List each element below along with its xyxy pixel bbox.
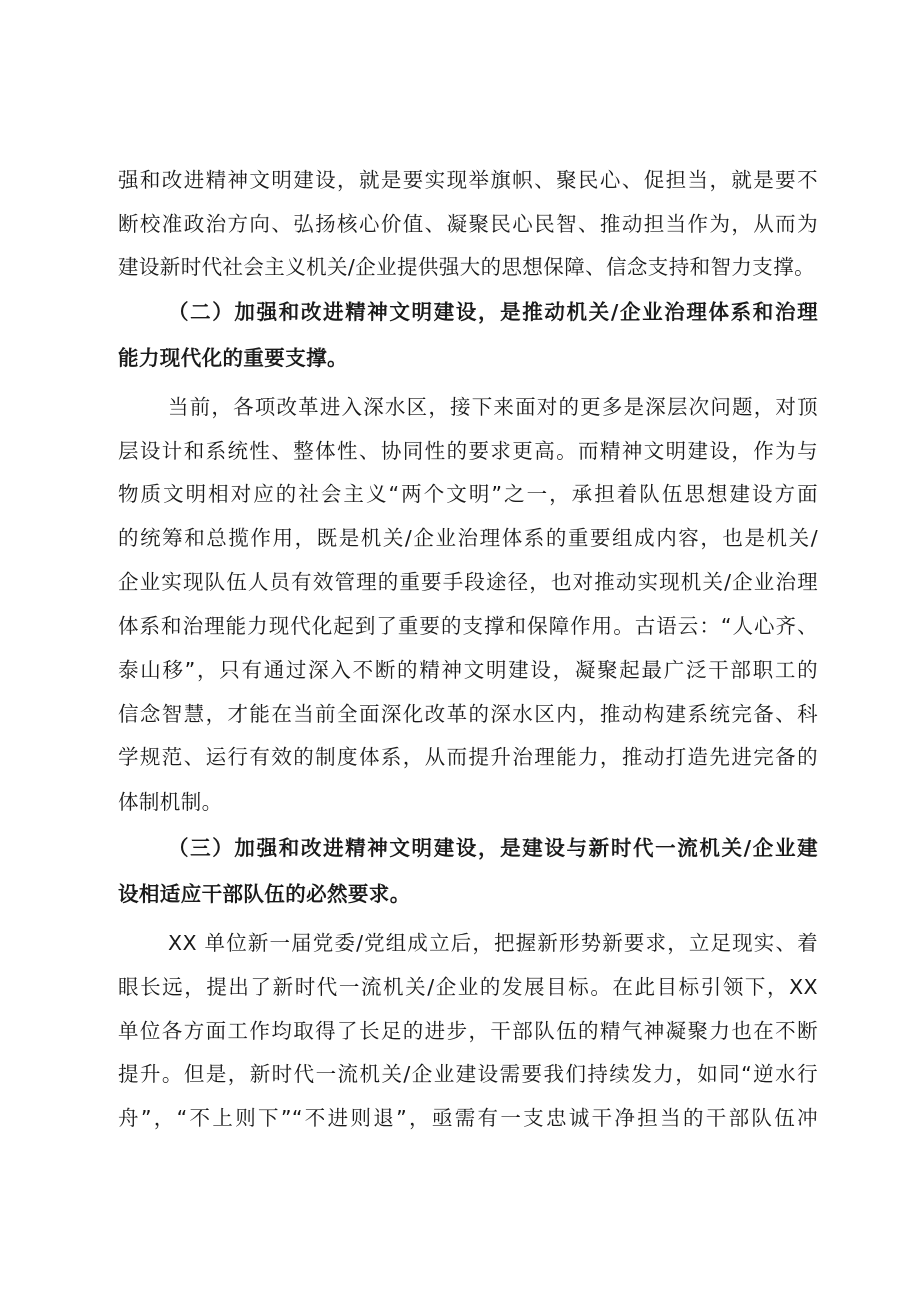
body-text-line: 断校准政治方向、弘扬核心价值、凝聚民心民智、推动担当作为，从而为 bbox=[118, 212, 818, 236]
section-heading-2: （二）加强和改进精神文明建设，是推动机关/企业治理体系和治理 bbox=[168, 300, 818, 324]
body-text-line: 单位各方面工作均取得了长足的进步，干部队伍的精气神凝聚力也在不断 bbox=[118, 1019, 818, 1043]
body-text-line: 舟”，“不上则下”“不进则退”，亟需有一支忠诚干净担当的干部队伍冲 bbox=[118, 1106, 818, 1130]
body-text-line: 建设新时代社会主义机关/企业提供强大的思想保障、信念支持和智力支撑。 bbox=[118, 255, 816, 279]
body-text-line: 泰山移”，只有通过深入不断的精神文明建设，凝聚起最广泛干部职工的 bbox=[118, 658, 818, 682]
body-text-line: 提升。但是，新时代一流机关/企业建设需要我们持续发力，如同“逆水行 bbox=[118, 1062, 818, 1086]
body-text-line: 强和改进精神文明建设，就是要实现举旗帜、聚民心、促担当，就是要不 bbox=[118, 168, 818, 192]
section-heading-2-cont: 能力现代化的重要支撑。 bbox=[118, 346, 348, 370]
body-text-line: 物质文明相对应的社会主义“两个文明”之一，承担着队伍思想建设方面 bbox=[118, 482, 818, 506]
body-text-line: 当前，各项改革进入深水区，接下来面对的更多是深层次问题，对顶 bbox=[168, 395, 818, 419]
body-text-line: 的统筹和总揽作用，既是机关/企业治理体系的重要组成内容，也是机关/ bbox=[118, 526, 818, 550]
body-text-line: 体系和治理能力现代化起到了重要的支撑和保障作用。古语云：“人心齐、 bbox=[118, 614, 818, 638]
body-text-line: 企业实现队伍人员有效管理的重要手段途径，也对推动实现机关/企业治理 bbox=[118, 570, 818, 594]
body-text-line: 学规范、运行有效的制度体系，从而提升治理能力，推动打造先进完备的 bbox=[118, 745, 818, 769]
body-text-line: 体制机制。 bbox=[118, 790, 223, 814]
body-text-line: 层设计和系统性、整体性、协同性的要求更高。而精神文明建设，作为与 bbox=[118, 439, 818, 463]
section-heading-3: （三）加强和改进精神文明建设，是建设与新时代一流机关/企业建 bbox=[168, 836, 818, 860]
body-text-line: 信念智慧，才能在当前全面深化改革的深水区内，推动构建系统完备、科 bbox=[118, 702, 818, 726]
body-text-line: XX 单位新一届党委/党组成立后，把握新形势新要求，立足现实、着 bbox=[168, 931, 818, 955]
body-text-line: 眼长远，提出了新时代一流机关/企业的发展目标。在此目标引领下，XX bbox=[118, 975, 818, 999]
section-heading-3-cont: 设相适应干部队伍的必然要求。 bbox=[118, 882, 411, 906]
